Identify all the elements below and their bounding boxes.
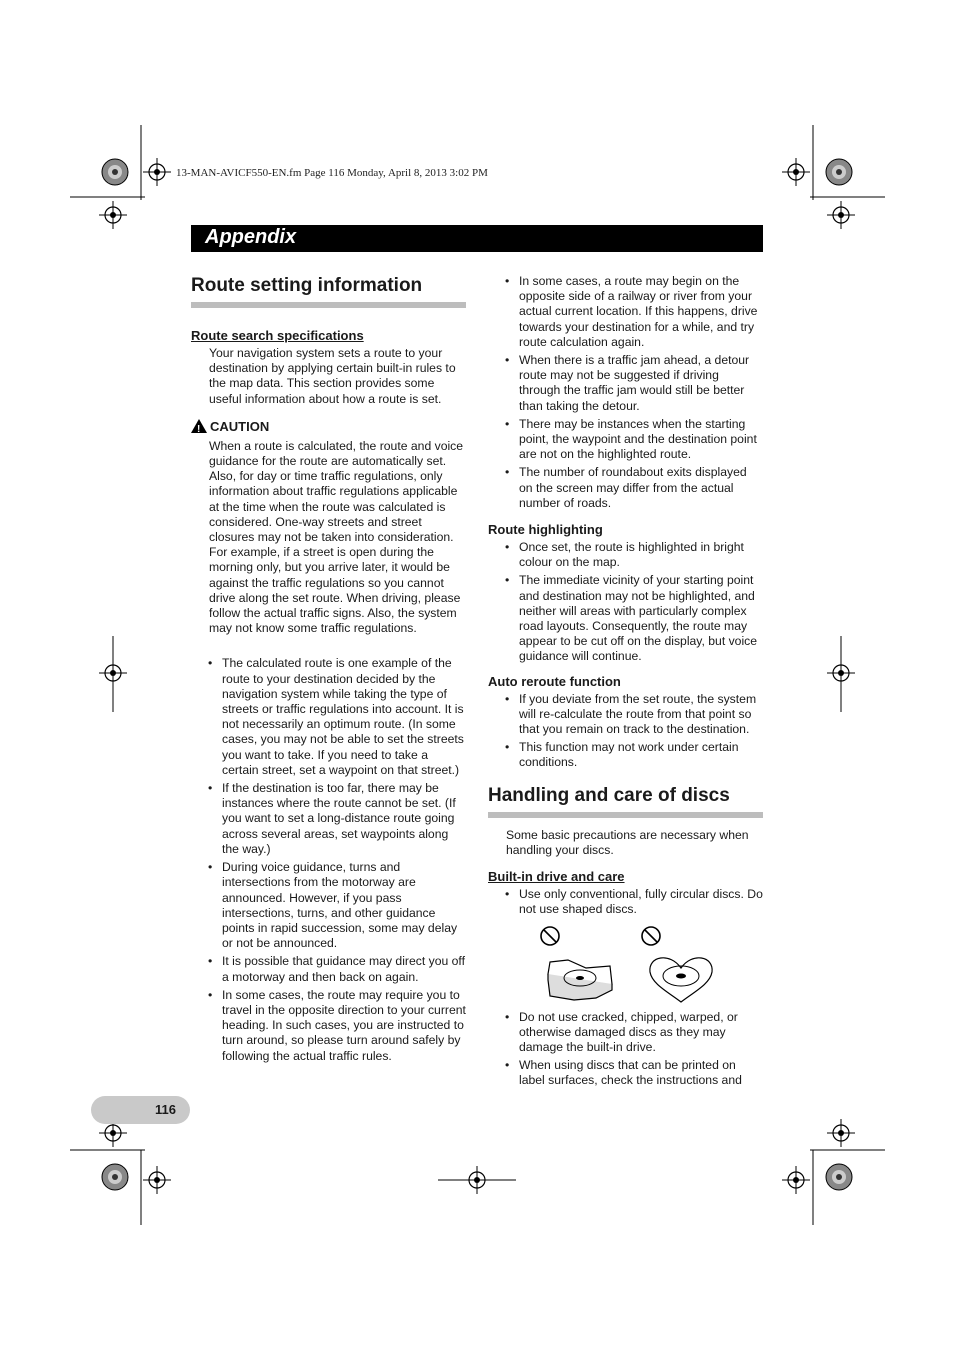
page-number: 116 bbox=[155, 1102, 176, 1117]
list-item: • In some cases, the route may require you to travel in the opposite direction to your current heading. In such cases, you are instructed to turn around, so please turn around safely by following the actual traffic rules. bbox=[191, 988, 466, 1064]
section-banner bbox=[191, 225, 763, 252]
list-item: • There may be instances when the starting point, the waypoint and the destination point are not on the highlighted route. bbox=[488, 417, 763, 463]
list-item: • During voice guidance, turns and intersections from the motorway are announced. However, if you pass intersections, turns, and other guidance points in rapid succession, some may delay or not be announced. bbox=[191, 860, 466, 951]
prohibited-icon bbox=[541, 927, 559, 945]
list-item: • If the destination is too far, there may be instances where the route cannot be set. (If you want to set a long-distance route going across several areas, set waypoints along the way.) bbox=[191, 781, 466, 857]
list-item: • If you deviate from the set route, the system will re-calculate the route from that point so that you remain on track to the destination. bbox=[488, 692, 763, 738]
list-item: • Once set, the route is highlighted in bright colour on the map. bbox=[488, 540, 763, 570]
right-column bbox=[488, 274, 763, 1092]
list-item: • Use only conventional, fully circular discs. Do not use shaped discs. bbox=[488, 887, 763, 917]
caution-text: When a route is calculated, the route and voice guidance for the route are automatically set. Also, for day or time traffic regulations, only information about traffic regulations applicable at the time when the route was calculated is considered. One-way streets and street closures may not be taken into consideration. For example, if a street is open during the morning only, but you arrive later, it would be against the traffic regulations so you cannot drive along the set route. When driving, please follow the actual traffic signs. Also, the system may not know some traffic regulations. bbox=[209, 438, 464, 636]
route-search-subtitle: Route search specifications bbox=[191, 328, 364, 343]
list-item: • The calculated route is one example of the route to your destination decided by the navigation system while taking the type of streets or traffic regulations into account. It is not necessarily an optimum route. (In some cases, you may not be able to set the streets you want to take. If you need to take a certain street, set a waypoint on that street.) bbox=[191, 656, 466, 778]
route-search-intro: Your navigation system sets a route to your destination by applying certain built-in rules to the map data. This section provides some useful information about how a route is set. bbox=[209, 346, 456, 406]
section-banner-label: Appendix bbox=[205, 226, 297, 248]
builtin-list-a bbox=[488, 887, 763, 917]
list-item: • This function may not work under certain conditions. bbox=[488, 740, 763, 770]
list-item: • When using discs that can be printed on label surfaces, check the instructions and bbox=[488, 1058, 763, 1088]
caution-label: CAUTION bbox=[210, 418, 270, 434]
list-item: • In some cases, a route may begin on the opposite side of a railway or river from your actual current location. If this happens, drive towards your destination for a while, and try route calculation again. bbox=[488, 274, 763, 350]
builtin-drive-subtitle: Built-in drive and care bbox=[488, 869, 625, 885]
list-item: • The immediate vicinity of your starting point and destination may not be highlighted, and neither will areas with particularly complex road layouts. Consequently, the route may appear to be cut off on the display, but voice guidance will continue. bbox=[488, 573, 763, 664]
route-highlighting-list bbox=[488, 540, 763, 665]
shaped-disc-icon bbox=[548, 960, 612, 1000]
prohibited-icon bbox=[642, 927, 660, 945]
list-item: • Do not use cracked, chipped, warped, or otherwise damaged discs as they may damage the built-in drive. bbox=[488, 1010, 763, 1056]
auto-reroute-list bbox=[488, 692, 763, 771]
auto-reroute-title: Auto reroute function bbox=[488, 673, 621, 689]
list-item: • It is possible that guidance may direct you off a motorway and then back on again. bbox=[191, 954, 466, 984]
route-notes-list-continued bbox=[488, 274, 763, 511]
discs-intro: Some basic precautions are necessary when handling your discs. bbox=[506, 827, 749, 857]
warning-icon bbox=[191, 419, 207, 433]
heart-disc-icon bbox=[650, 957, 712, 1001]
left-column bbox=[191, 274, 466, 1067]
route-setting-title: Route setting information bbox=[191, 274, 466, 308]
discs-title: Handling and care of discs bbox=[488, 784, 763, 818]
shaped-discs-illustration bbox=[488, 922, 763, 1004]
list-item: • The number of roundabout exits displayed on the screen may differ from the actual number of roads. bbox=[488, 465, 763, 511]
builtin-list-b bbox=[488, 1010, 763, 1089]
route-highlighting-title: Route highlighting bbox=[488, 522, 603, 538]
route-notes-list bbox=[191, 656, 466, 1063]
list-item: • When there is a traffic jam ahead, a detour route may not be suggested if driving through the traffic jam would still be better than taking the detour. bbox=[488, 353, 763, 414]
file-info-line: 13-MAN-AVICF550-EN.fm Page 116 Monday, April 8, 2013 3:02 PM bbox=[176, 167, 488, 179]
caution-heading bbox=[191, 418, 466, 435]
